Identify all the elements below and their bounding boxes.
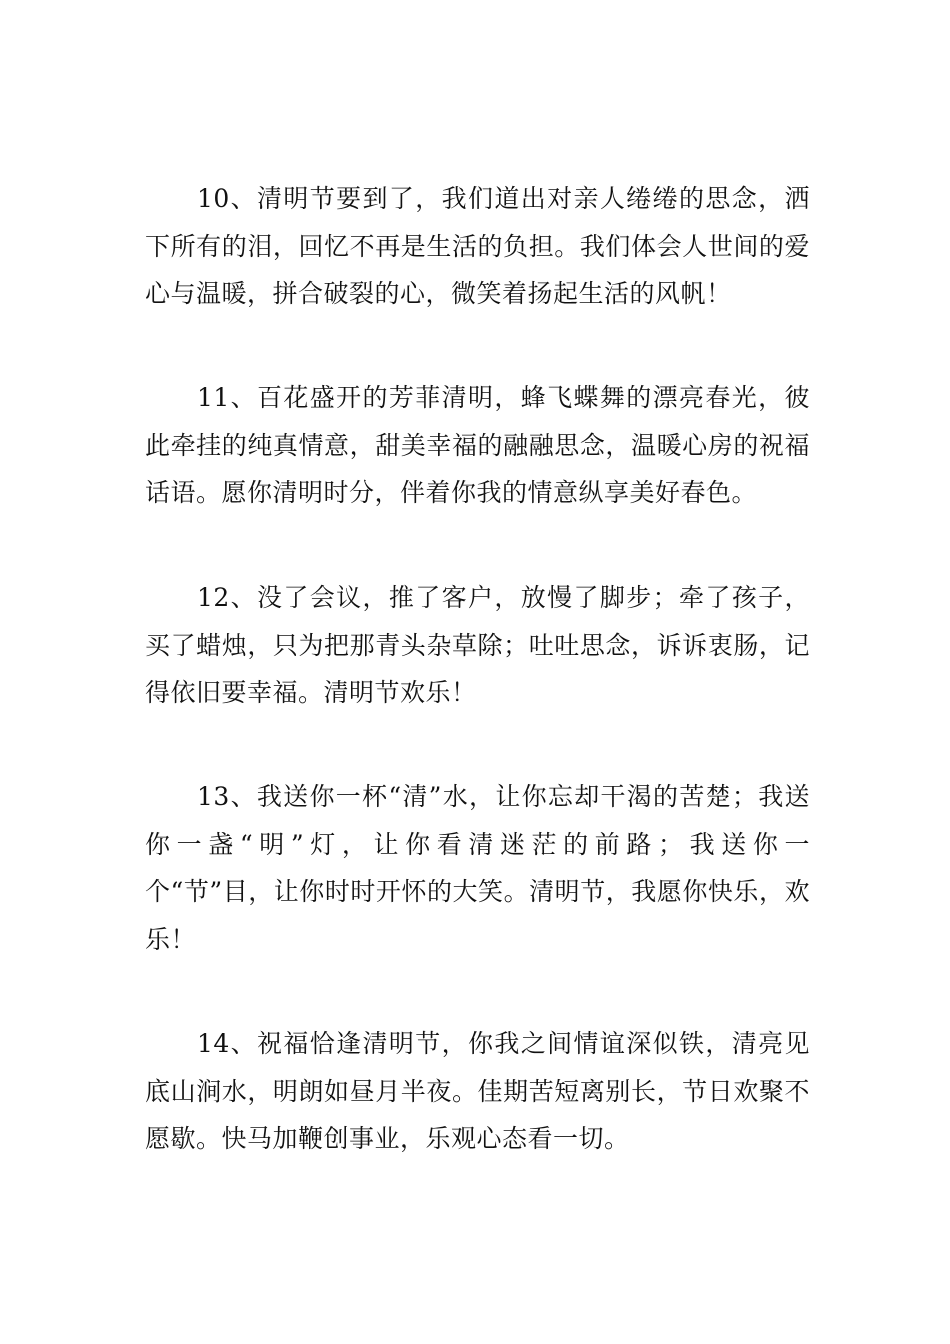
paragraph-10: 10、清明节要到了，我们道出对亲人绻绻的思念，洒下所有的泪，回忆不再是生活的负担。我们体会人世间的爱心与温暖，拼合破裂的心，微笑着扬起生活的风帆！ <box>145 184 810 308</box>
paragraph-13: 13、我送你一杯“清”水，让你忘却干渴的苦楚；我送你一盏“明”灯，让你看清迷茫的前路；我送你一个“节”目，让你时时开怀的大笑。清明节，我愿你快乐，欢乐！ <box>145 782 810 954</box>
paragraph-11: 11、百花盛开的芳菲清明，蜂飞蝶舞的漂亮春光，彼此牵挂的纯真情意，甜美幸福的融融思念，温暖心房的祝福话语。愿你清明时分，伴着你我的情意纵享美好春色。 <box>145 383 810 507</box>
paragraph-12: 12、没了会议，推了客户，放慢了脚步；牵了孩子，买了蜡烛，只为把那青头杂草除；吐吐思念，诉诉衷肠，记得依旧要幸福。清明节欢乐！ <box>145 583 810 707</box>
paragraph-14: 14、祝福恰逢清明节，你我之间情谊深似铁，清亮见底山涧水，明朗如昼月半夜。佳期苦短离别长，节日欢聚不愿歇。快马加鞭创事业，乐观心态看一切。 <box>145 1029 810 1153</box>
